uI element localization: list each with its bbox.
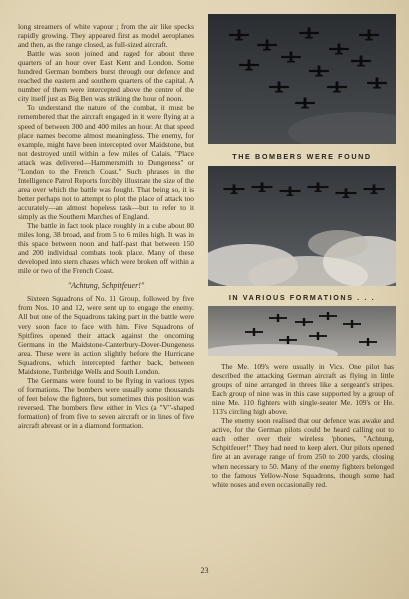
caption-top: THE BOMBERS WERE FOUND	[232, 152, 372, 161]
paragraph: The battle in fact took place roughly in a cube about 80 miles long, 38 broad, and from 5 to 6 miles high. It was in this space between noon and half-past that between 150 and 200 individual combats took place. Many of these developed into stern chases which were broken off within a mile or two of the French Coast.	[18, 221, 194, 276]
paragraph: The Germans were found to be flying in various types of formations. The bombers were usually some thousands of feet below the fighters, but sometimes this position was reversed. The bombers flew either in Vics (a "V"-shaped formation) of from five to seven aircraft or in lines of five aircraft abreast or in a diamond formation.	[18, 375, 194, 431]
photo-bombers-dark-sky	[208, 14, 396, 144]
right-text-column	[212, 362, 394, 489]
paragraph: Battle was soon joined and raged for about three quarters of an hour over East Kent and London. Some hundred German bombers burst through our defence and reached the eastern and southern quarters of the capital. A number of them were intercepted above the centre of the city itself just as Big Ben was striking the hour of noon.	[18, 49, 194, 104]
paragraph: Sixteen Squadrons of No. 11 Group, followed by five from Nos. 10 and 12, were sent up to engage the enemy. All but one of the Squadrons taking part in the battle were very soon face to face with him. Five Squadrons of Spitfires opened their attack against the oncoming Germans in the Maidstone-Canterbury-Dover-Dungeness area. These were in action slightly before the Hurricane Squadrons, which intercepted farther back, between Maidstone, Tunbridge Wells and South London.	[18, 294, 194, 376]
paragraph: long streamers of white vapour ; from the air like specks rapidly growing. They appeared first as model aeroplanes and then, as the range closed, as full-sized aircraft.	[18, 22, 194, 50]
photo-bombers-over-clouds	[208, 166, 396, 286]
paragraph: To understand the nature of the combat, it must be remembered that the aircraft engaged in it were flying at a speed of between 300 and 400 miles an hour. At that speed place names become almost meaningless. The enemy, for example, might have been intercepted over Maidstone, but not destroyed until within a few miles of Calais. "Place attack was delivered—Hammersmith to Dungeness" or "London to the French Coast." Such phrases in the Intelligence Patrol Reports forcibly illustrate the size of the area over which the battle was fought. That being so, it is better perhaps not to attempt to plot the place of attack too accurately—an almost hopeless task—but to refer to it simply as the Southern Marches of England.	[18, 103, 194, 221]
left-text-column	[18, 22, 194, 430]
paragraph: The Me. 109's were usually in Vics. One pilot has described the attacking German aircraft as flying in little groups of nine arranged in threes like a sergeant's stripes. Each group of nine was in this case supported by a group of nine Me. 110 fighters with single-seater Me. 109's or He. 113's circling high above.	[212, 362, 394, 417]
photo-formation-over-clouds	[208, 306, 396, 356]
section-heading: "Achtung, Schpitfeuer!"	[67, 281, 145, 291]
caption-middle: IN VARIOUS FORMATIONS . . .	[228, 293, 376, 302]
page-number: 23	[200, 566, 209, 575]
paragraph: The enemy soon realised that our defence was awake and active, for the German pilots could be heard calling out to each other over their wireless 'phones, "Achtung, Schpitfeuer!" They had need to keep alert. Our pilots opened fire at an average range of from 250 to 200 yards, closing when necessary to 50. Many of the enemy fighters belonged to the famous Yellow-Nose Squadrons, though some had white noses and even occasionally red.	[212, 416, 394, 489]
